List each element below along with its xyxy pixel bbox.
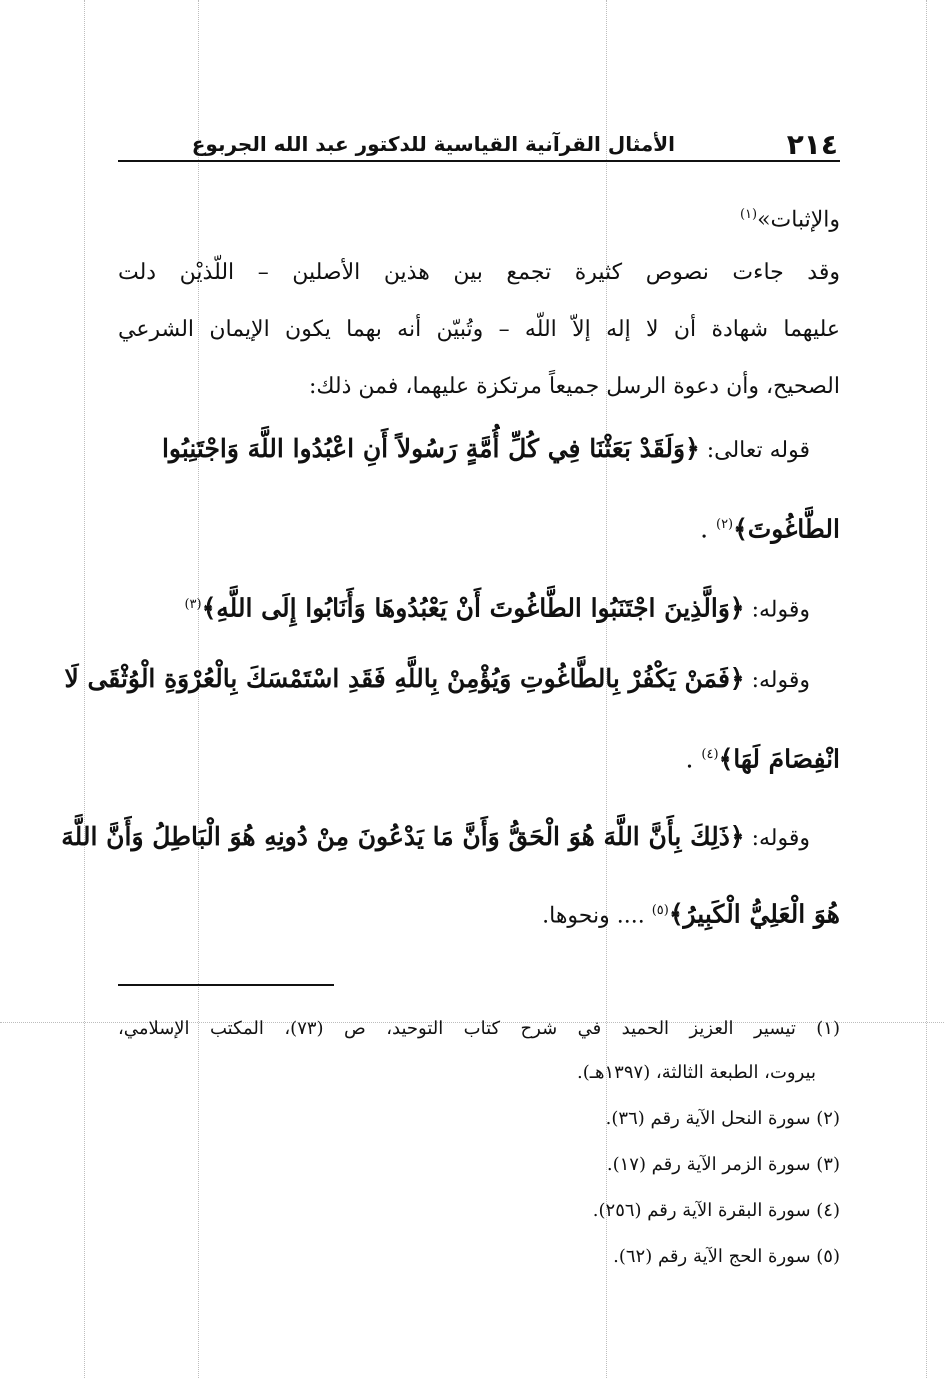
book-page xyxy=(61,118,840,1318)
page-number: ٢١٤ xyxy=(786,128,838,161)
quran-verse: ﴿ذَلِكَ بِأَنَّ اللَّهَ هُوَ الْحَقُّ وَأَنَّ مَا يَدْعُونَ مِنْ دُونِهِ هُوَ الْبَاطِلُ وَأَنَّ اللَّهَ xyxy=(61,822,745,851)
footnote: (٥) سورة الحج الآية رقم (٦٢). xyxy=(613,1246,840,1267)
verse-intro: قوله تعالى: xyxy=(706,438,810,463)
quran-verse: انْفِصَامَ لَهَا﴾ xyxy=(718,744,840,774)
footnote: (١) تيسير العزيز الحميد في شرح كتاب التوحيد، ص (٧٣)، المكتب الإسلامي، xyxy=(118,1018,840,1039)
body-line: الصحيح، وأن دعوة الرسل جميعاً مرتكزة عليهما، فمن ذلك: xyxy=(308,374,840,399)
footnote-continuation: بيروت، الطبعة الثالثة، (١٣٩٧هـ). xyxy=(577,1062,816,1083)
verse-line xyxy=(61,822,840,854)
footnote-ref: (٥) xyxy=(651,903,669,918)
body-line: وقد جاءت نصوص كثيرة تجمع بين هذين الأصلين – اللّذيْن دلت xyxy=(118,260,840,285)
verse-intro: وقوله: xyxy=(751,826,810,851)
page-header xyxy=(118,128,840,168)
footnote: (٤) سورة البقرة الآية رقم (٢٥٦). xyxy=(592,1200,840,1221)
quran-verse: ﴿وَالَّذِينَ اجْتَنَبُوا الطَّاغُوتَ أَنْ يَعْبُدُوهَا وَأَنَابُوا إِلَى اللَّهِ﴾ xyxy=(201,593,745,623)
verse-intro: وقوله: xyxy=(751,668,810,693)
verse-line: الطَّاغُوتَ﴾$^{(٢)}$ . xyxy=(700,514,840,544)
body-line xyxy=(118,200,840,235)
scan-guide-line xyxy=(926,0,927,1378)
verse-line xyxy=(118,434,840,466)
body-text: والإثبات» xyxy=(757,207,840,233)
quran-verse: هُوَ الْعَلِيُّ الْكَبِيرُ﴾ xyxy=(668,899,840,929)
quran-verse: ﴿وَلَقَدْ بَعَثْنَا فِي كُلِّ أُمَّةٍ رَسُولاً أَنِ اعْبُدُوا اللَّهَ وَاجْتَنِبُوا xyxy=(161,434,700,463)
quran-verse: ﴿فَمَنْ يَكْفُرْ بِالطَّاغُوتِ وَيُؤْمِنْ بِاللَّهِ فَقَدِ اسْتَمْسَكَ بِالْعُرْوَةِ الْوُثْقَى لَا xyxy=(64,664,745,693)
footnote-separator xyxy=(118,984,334,986)
footnote-ref: (١) xyxy=(739,207,758,222)
verse-line xyxy=(118,590,840,625)
body-text: .... ونحوها. xyxy=(542,903,645,929)
footnote: (٣) سورة الزمر الآية رقم (١٧). xyxy=(606,1154,840,1175)
verse-line: انْفِصَامَ لَهَا﴾$^{(٤)}$ . xyxy=(685,744,840,774)
body-line: عليهما شهادة أن لا إله إلاّ اللّه – وتُبيّن أنه بهما يكون الإيمان الشرعي xyxy=(118,317,840,342)
running-title: الأمثال القرآنية القياسية للدكتور عبد الله الجربوع xyxy=(191,132,675,156)
footnote-ref: (٢) xyxy=(715,517,734,532)
quran-verse: الطَّاغُوتَ﴾ xyxy=(733,514,840,544)
footnote-ref: (٤) xyxy=(701,747,719,762)
footnote-ref: (٣) xyxy=(184,597,202,612)
verse-intro: وقوله: xyxy=(751,597,810,623)
verse-line xyxy=(118,896,840,931)
verse-line xyxy=(64,664,840,696)
footnote: (٢) سورة النحل الآية رقم (٣٦). xyxy=(605,1108,840,1129)
header-rule xyxy=(118,160,840,162)
